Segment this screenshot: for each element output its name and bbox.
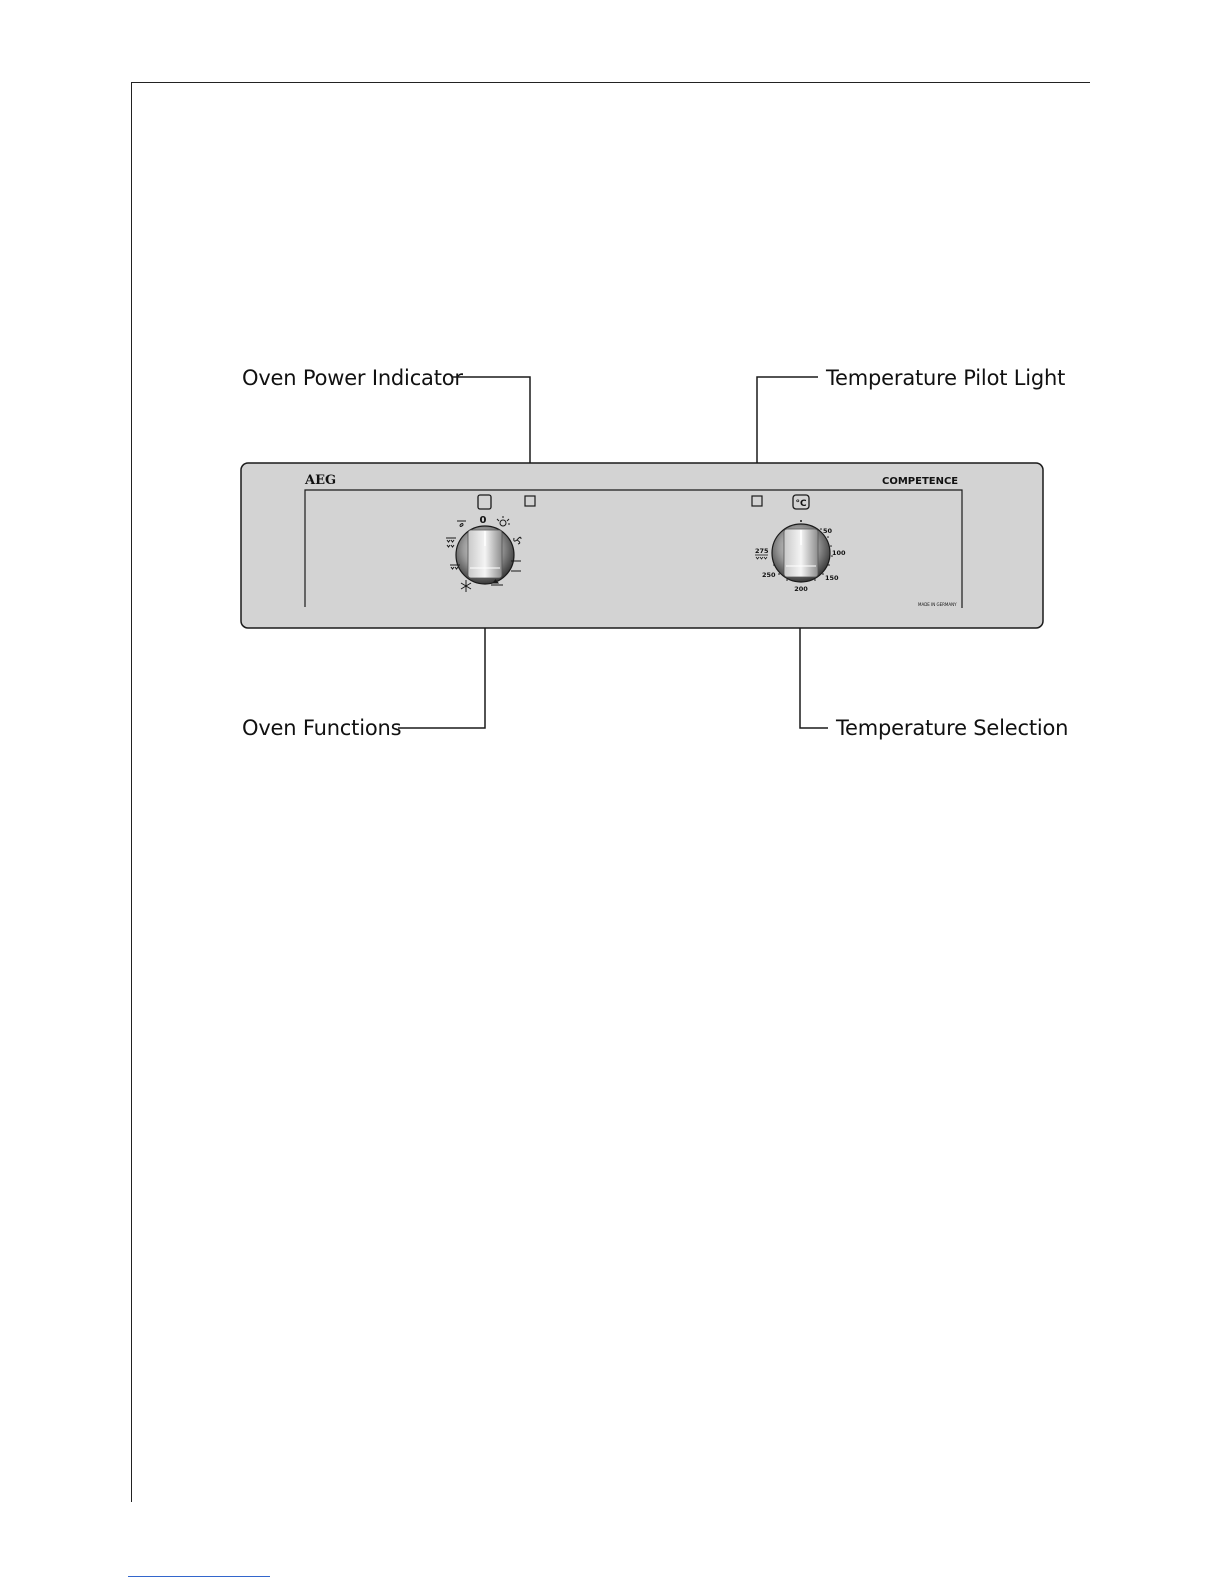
temp-label-275: 275	[755, 547, 769, 555]
temp-label-150: 150	[825, 574, 839, 582]
oven-power-indicator-light	[525, 496, 535, 506]
temp-label-250: 250	[762, 571, 776, 579]
temperature-knob[interactable]	[772, 524, 830, 582]
temp-label-200: 200	[794, 585, 808, 593]
callout-temperature-pilot-light: Temperature Pilot Light	[826, 366, 1066, 390]
brand-logo: AEG	[305, 473, 337, 488]
temp-label-50: 50	[823, 527, 833, 535]
callout-oven-power-indicator: Oven Power Indicator	[242, 366, 463, 390]
temperature-unit-label: °C	[795, 499, 807, 509]
bottom-link-underline	[128, 1576, 270, 1577]
model-name: COMPETENCE	[882, 476, 959, 487]
function-off-label: 0	[479, 515, 487, 526]
callout-oven-functions: Oven Functions	[242, 716, 402, 740]
made-in-label: MADE IN GERMANY	[918, 602, 957, 607]
temp-label-100: 100	[832, 549, 846, 557]
callout-temperature-selection: Temperature Selection	[836, 716, 1069, 740]
temperature-pilot-light	[752, 496, 762, 506]
